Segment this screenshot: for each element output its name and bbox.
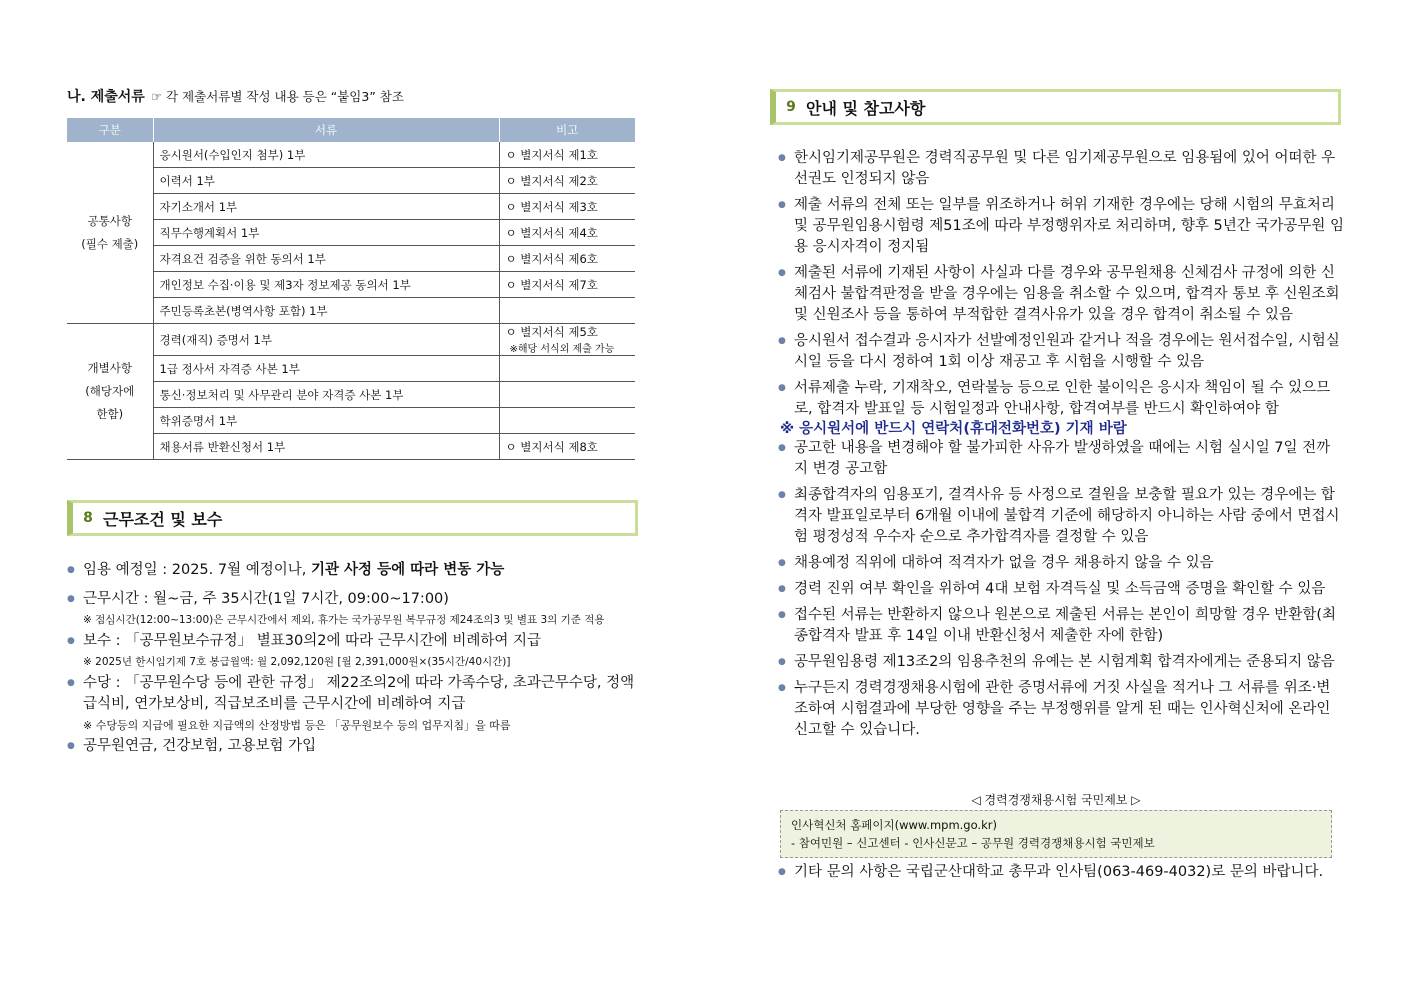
documents-table: [67, 118, 635, 460]
final-list: [778, 862, 1344, 883]
docs-title-text: 나. 제출서류: [67, 89, 145, 105]
doc-cell: 응시원서(수입인지 첨부) 1부: [153, 142, 499, 168]
note-subtext: ※해당 서식외 제출 가능: [509, 344, 615, 355]
docs-section-title: [67, 86, 404, 106]
warning-note: ※ 응시원서에 반드시 연락처(휴대전화번호) 기재 바람: [780, 421, 1127, 437]
section-9-list: [778, 148, 1344, 741]
section-9-header: [770, 89, 1341, 125]
list-item: ● 한시임기제공무원은 경력직공무원 및 다른 임기제공무원으로 임용됨에 있어 어떠한 우선권도 인정되지 않음: [778, 148, 1344, 190]
list-item: ● 경력 진위 여부 확인을 위하여 4대 보험 자격득실 및 소득금액 증명을 확인할 수 있음: [778, 579, 1344, 600]
note-cell: ㅇ 별지서식 제2호: [499, 168, 635, 194]
table-row: [67, 434, 635, 460]
table-row: [67, 324, 635, 356]
doc-cell: 직무수행계획서 1부: [153, 220, 499, 246]
doc-cell: 경력(재직) 증명서 1부: [153, 324, 499, 356]
section-title: 안내 및 참고사항: [806, 98, 926, 118]
report-title: ◁ 경력경쟁채용시험 국민제보 ▷: [971, 793, 1141, 807]
list-item: ● 누구든지 경력경쟁채용시험에 관한 증명서류에 거짓 사실을 적거나 그 서류를 위조·변조하여 시험결과에 부당한 영향을 주는 부정행위를 알게 된 때는 인사혁신처에 온라인 신고할 수 있습니다.: [778, 678, 1344, 741]
section-title: 근무조건 및 보수: [103, 509, 223, 529]
table-row: [67, 142, 635, 168]
header-note: 비고: [499, 118, 635, 142]
section-8-list: [67, 560, 637, 757]
note-cell: ㅇ 별지서식 제8호: [499, 434, 635, 460]
note-cell: ㅇ 별지서식 제4호: [499, 220, 635, 246]
list-item: ● 기타 문의 사항은 국립군산대학교 총무과 인사팀(063-469-4032)로 문의 바랍니다.: [778, 862, 1344, 883]
table-row: [67, 408, 635, 434]
list-item: ● 보수 : 「공무원보수규정」 별표30의2에 따라 근무시간에 비례하여 지급: [67, 631, 637, 652]
doc-cell: 자격요건 검증을 위한 동의서 1부: [153, 246, 499, 272]
table-row: [67, 382, 635, 408]
list-item: ● 공무원임용령 제13조2의 임용추천의 유예는 본 시험계획 합격자에게는 준용되지 않음: [778, 652, 1344, 673]
table-row: [67, 194, 635, 220]
list-item: ● 서류제출 누락, 기재착오, 연락불능 등으로 인한 불이익은 응시자 책임이 될 수 있으므로, 합격자 발표일 등 시험일정과 안내사항, 합격여부를 반드시 확인하여야 함: [778, 378, 1344, 420]
list-item: ● 응시원서 접수결과 응시자가 선발예정인원과 같거나 적을 경우에는 원서접수일, 시험실시일 등을 다시 정하여 1회 이상 재공고 후 시험을 시행할 수 있음: [778, 331, 1344, 373]
list-item: ● 접수된 서류는 반환하지 않으나 원본으로 제출된 서류는 본인이 희망할 경우 반환함(최종합격자 발표 후 14일 이내 반환신청서 제출한 자에 한함): [778, 605, 1344, 647]
section-number: 8: [83, 510, 93, 526]
list-item: ● 임용 예정일 : 2025. 7월 예정이나, 기관 사정 등에 따라 변동 가능: [67, 560, 637, 581]
note-cell: [499, 382, 635, 408]
header-document: 서류: [153, 118, 499, 142]
note-cell: [499, 356, 635, 382]
report-box: [780, 790, 1332, 858]
list-item: ● 근무시간 : 월~금, 주 35시간(1일 7시간, 09:00~17:00): [67, 589, 637, 610]
remark: ※ 2025년 한시임기제 7호 봉급월액: 월 2,092,120원 [월 2,391,000원×(35시간/40시간)]: [83, 656, 511, 668]
table-row: [67, 298, 635, 324]
doc-cell: 자기소개서 1부: [153, 194, 499, 220]
doc-cell: 통신·정보처리 및 사무관리 분야 자격증 사본 1부: [153, 382, 499, 408]
list-item: ● 제출 서류의 전체 또는 일부를 위조하거나 허위 기재한 경우에는 당해 시험의 무효처리 및 공무원임용시험령 제51조에 따라 부정행위자로 처리하며, 향후 5년간 국가공무원 임용 응시자격이 정지됨: [778, 195, 1344, 258]
note-cell: ㅇ 별지서식 제7호: [499, 272, 635, 298]
remark: ※ 수당등의 지급에 필요한 지급액의 산정방법 등은 「공무원보수 등의 업무지침」을 따름: [83, 719, 511, 732]
table-row: [67, 272, 635, 298]
category-individual: 개별사항 (해당자에 한함): [67, 324, 153, 460]
doc-cell: 채용서류 반환신청서 1부: [153, 434, 499, 460]
section-number: 9: [786, 99, 796, 115]
list-item: ● 수당 : 「공무원수당 등에 관한 규정」 제22조의2에 따라 가족수당, 초과근무수당, 정액급식비, 연가보상비, 직급보조비를 근무시간에 비례하여 지급: [67, 673, 637, 715]
remark: ※ 점심시간(12:00~13:00)은 근무시간에서 제외, 휴가는 국가공무원 복무규정 제24조의3 및 별표 3의 기준 적용: [83, 614, 605, 626]
table-header-row: [67, 118, 635, 142]
report-line: - 참여민원 – 신고센터 - 인사신문고 – 공무원 경력경쟁채용시험 국민제보: [791, 836, 1155, 850]
doc-cell: 학위증명서 1부: [153, 408, 499, 434]
note-cell: [499, 408, 635, 434]
doc-cell: 주민등록초본(병역사항 포함) 1부: [153, 298, 499, 324]
report-body: [780, 810, 1332, 858]
note-cell: ㅇ 별지서식 제1호: [499, 142, 635, 168]
doc-cell: 이력서 1부: [153, 168, 499, 194]
table-row: [67, 220, 635, 246]
header-category: 구분: [67, 118, 153, 142]
doc-cell: 1급 정사서 자격증 사본 1부: [153, 356, 499, 382]
note-cell: ㅇ 별지서식 제3호: [499, 194, 635, 220]
list-item: ● 최종합격자의 임용포기, 결격사유 등 사정으로 결원을 보충할 필요가 있는 경우에는 합격자 발표일로부터 6개월 이내에 불합격 기준에 해당하지 아니하는 사람 중에서 면접시험 평정성적 우수자 순으로 추가합격자를 결정할 수 있음: [778, 485, 1344, 548]
report-line: 인사혁신처 홈페이지(www.mpm.go.kr): [791, 818, 997, 832]
docs-subtitle: ☞ 각 제출서류별 작성 내용 등은 “붙임3” 참조: [150, 89, 404, 104]
table-row: [67, 246, 635, 272]
list-item: ● 제출된 서류에 기재된 사항이 사실과 다를 경우와 공무원채용 신체검사 규정에 의한 신체검사 불합격판정을 받을 경우에는 임용을 취소할 수 있으며, 합격자 통보 후 신원조회 및 신원조사 등을 통하여 부적합한 결격사유가 있을 경우 합격이 취소될 수 있음: [778, 263, 1344, 326]
emphasis-text: 기관 사정 등에 따라 변동 가능: [310, 562, 505, 578]
list-item: ● 공무원연금, 건강보험, 고용보험 가입: [67, 736, 637, 757]
doc-cell: 개인정보 수집·이용 및 제3자 정보제공 동의서 1부: [153, 272, 499, 298]
note-cell: [499, 298, 635, 324]
table-row: [67, 356, 635, 382]
section-8-header: [67, 500, 638, 536]
list-item: ● 공고한 내용을 변경해야 할 불가피한 사유가 발생하였을 때에는 시험 실시일 7일 전까지 변경 공고함: [778, 438, 1344, 480]
list-item: ● 채용예정 직위에 대하여 적격자가 없을 경우 채용하지 않을 수 있음: [778, 553, 1344, 574]
category-common: 공통사항 (필수 제출): [67, 142, 153, 324]
table-row: [67, 168, 635, 194]
note-cell: ㅇ 별지서식 제5호 ※해당 서식외 제출 가능: [499, 324, 635, 356]
note-cell: ㅇ 별지서식 제6호: [499, 246, 635, 272]
